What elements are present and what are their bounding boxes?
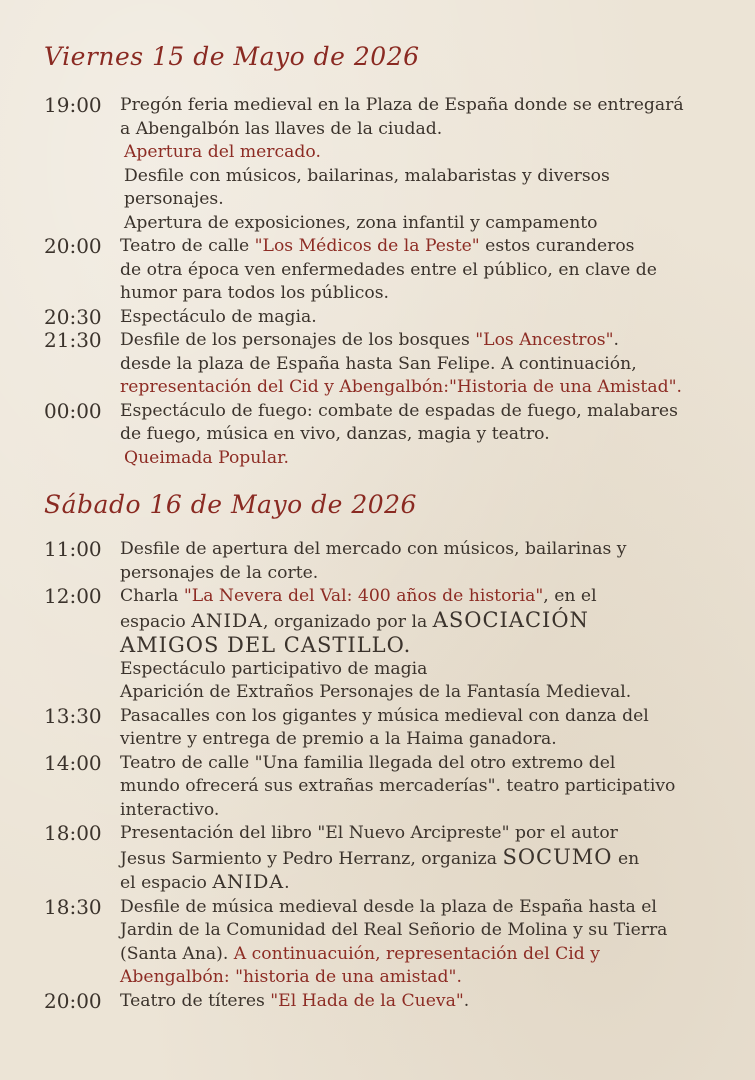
entry-line: Desfile de música medieval desde la plaza de España hasta el [120, 896, 657, 917]
entry-line: Aparición de Extraños Personajes de la Fantasía Medieval. [120, 682, 632, 702]
entry-line-highlight: Abengalbón: "historia de una amistad". [120, 967, 462, 987]
entry-line [120, 846, 727, 872]
entry-time: 18:30 [44, 894, 102, 919]
entry-line: de fuego, música en vivo, danzas, magia y teatro. [120, 424, 550, 444]
entry-line: vientre y entrega de premio a la Haima ganadora. [120, 729, 557, 749]
entry-line [120, 990, 727, 1014]
entry-description [120, 400, 727, 471]
entry-line [120, 943, 727, 967]
entry-description [120, 306, 727, 330]
entry-text: el espacio [120, 873, 213, 893]
entry-time: 14:00 [44, 750, 102, 775]
show-title: "El Hada de la Cueva" [270, 990, 464, 1011]
entry-description [120, 705, 727, 752]
entry-description [120, 896, 727, 990]
show-title: "Los Ancestros" [475, 330, 614, 350]
entry-line: a Abengalbón las llaves de la ciudad. [120, 118, 443, 139]
entry-text: , en el [543, 586, 597, 606]
entry-text: Desfile de los personajes de los bosques [120, 330, 476, 350]
entry-time: 19:00 [44, 93, 102, 117]
entry-time: 18:00 [44, 821, 102, 845]
schedule-entry [44, 329, 727, 400]
entry-time: 11:00 [44, 537, 102, 561]
entry-line [120, 235, 727, 259]
talk-title: "La Nevera del Val: 400 años de historia" [183, 586, 544, 606]
entry-line: Jardin de la Comunidad del Real Señorio de Molina y su Tierra [120, 920, 668, 940]
entry-time: 00:00 [44, 398, 102, 423]
entry-line-highlight: Queimada Popular. [124, 447, 289, 468]
entry-time: 21:30 [44, 328, 102, 352]
schedule-entry [44, 306, 727, 330]
schedule-entry [44, 538, 727, 585]
entry-text: (Santa Ana). [120, 943, 234, 964]
show-title: "Los Médicos de la Peste" [254, 236, 480, 256]
entry-text: . [613, 330, 619, 350]
schedule-entry [44, 896, 727, 990]
entry-line: Pregón feria medieval en la Plaza de España donde se entregará [120, 95, 684, 115]
entry-text: espacio [120, 611, 192, 632]
entry-line: personajes. [124, 189, 224, 209]
entry-time: 20:00 [44, 988, 102, 1013]
entry-line: Apertura de exposiciones, zona infantil y campamento [124, 212, 598, 233]
venue-name: ANIDA [191, 609, 263, 632]
entry-line: humor para todos los públicos. [120, 283, 389, 303]
schedule-entry [44, 752, 727, 823]
entry-text: , organizado por la [263, 611, 433, 632]
association-name: ASOCIACIÓN [432, 607, 589, 632]
entry-time: 20:00 [44, 234, 102, 258]
entry-text: Teatro de calle [120, 236, 255, 256]
entry-time: 20:30 [44, 304, 102, 329]
venue-name: ANIDA [212, 871, 285, 893]
entry-text: . [463, 990, 470, 1011]
entry-text: Jesus Sarmiento y Pedro Herranz, organiza [120, 848, 503, 869]
entry-time: 12:00 [44, 584, 102, 608]
entry-line: Presentación del libro "El Nuevo Arcipreste" por el autor [120, 823, 618, 843]
entry-line: Pasacalles con los gigantes y música medieval con danza del [120, 705, 649, 726]
entry-description [120, 585, 727, 705]
entry-text: estos curanderos [479, 236, 635, 256]
day-heading-saturday: Sábado 16 de Mayo de 2026 [44, 490, 417, 519]
entry-line: Espectáculo de magia. [120, 306, 317, 327]
entry-line: Desfile con músicos, bailarinas, malabaristas y diversos [124, 165, 610, 186]
schedule-entry [44, 990, 727, 1014]
schedule-entry [44, 705, 727, 752]
entry-line: Espectáculo participativo de magia [120, 658, 428, 679]
entry-line: desde la plaza de España hasta San Felipe. A continuación, [120, 353, 637, 374]
association-name: AMIGOS DEL CASTILLO. [120, 633, 412, 657]
schedule-entry [44, 235, 727, 306]
entry-line [120, 585, 727, 609]
entry-line: Desfile de apertura del mercado con músicos, bailarinas y [120, 539, 627, 559]
day-heading-friday: Viernes 15 de Mayo de 2026 [44, 42, 420, 71]
schedule-entry [44, 400, 727, 471]
entry-text: Charla [120, 586, 184, 606]
schedule-entry [44, 94, 727, 235]
entry-description [120, 235, 727, 306]
entry-description [120, 822, 727, 896]
entry-line: interactivo. [120, 799, 220, 820]
entry-text: en [612, 848, 640, 869]
schedule-entry [44, 585, 727, 705]
entry-line: de otra época ven enfermedades entre el público, en clave de [120, 259, 657, 280]
entry-line [120, 871, 727, 896]
entry-description [120, 538, 727, 585]
entry-text: . [284, 873, 290, 893]
entry-text-highlight: A continuacuión, representación del Cid y [233, 943, 600, 964]
schedule-entry [44, 822, 727, 896]
entry-description [120, 990, 727, 1014]
organizer-name: SOCUMO [502, 844, 613, 869]
entry-line [120, 329, 727, 353]
entry-line: personajes de la corte. [120, 562, 319, 583]
entry-line: mundo ofrecerá sus extrañas mercaderías". teatro participativo [120, 776, 676, 796]
entry-description [120, 752, 727, 823]
entry-line: Teatro de calle "Una familia llegada del otro extremo del [120, 752, 616, 773]
entry-description [120, 329, 727, 400]
entry-description [120, 94, 727, 235]
entry-line-highlight: Apertura del mercado. [124, 142, 321, 162]
entry-line [120, 609, 727, 635]
entry-time: 13:30 [44, 703, 102, 728]
entry-text: Teatro de títeres [120, 990, 271, 1011]
entry-line: Espectáculo de fuego: combate de espadas de fuego, malabares [120, 400, 678, 421]
entry-line-highlight: representación del Cid y Abengalbón:"Historia de una Amistad". [120, 377, 682, 397]
